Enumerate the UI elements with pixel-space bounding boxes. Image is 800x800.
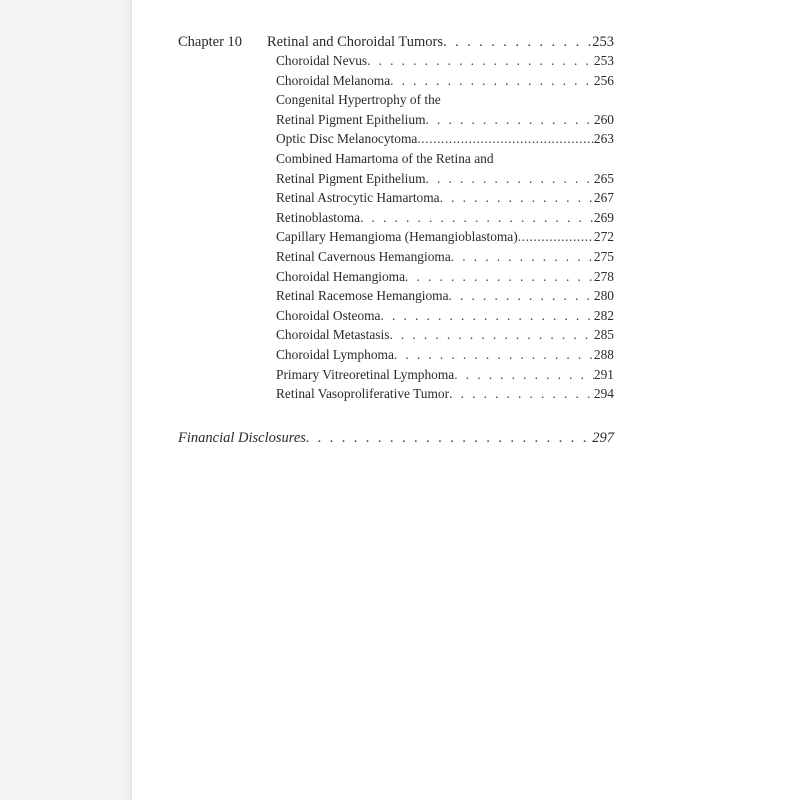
section-page-number: 256 <box>593 72 614 88</box>
toc-section-entry[interactable] <box>276 365 614 385</box>
section-page-number: 288 <box>593 346 614 362</box>
dot-leader <box>381 306 594 326</box>
dot-leader <box>451 247 594 267</box>
toc-section-entry[interactable] <box>276 129 614 149</box>
toc-section-entry[interactable] <box>276 384 614 404</box>
dot-leader <box>454 365 594 385</box>
toc-section-entry[interactable] <box>276 306 614 326</box>
section-list <box>276 51 614 404</box>
section-title: Retinal Vasoproliferative Tumor <box>276 386 450 402</box>
dot-leader <box>360 208 594 228</box>
chapter-page-number: 253 <box>592 34 614 50</box>
section-title: Capillary Hemangioma (Hemangioblastoma) <box>276 229 518 245</box>
section-page-number: 267 <box>593 190 614 206</box>
section-page-number: 275 <box>593 248 614 264</box>
chapter-number: Chapter 10 <box>178 34 243 50</box>
toc-section-entry[interactable] <box>276 51 614 71</box>
dot-leader <box>440 188 594 208</box>
back-matter-page-number: 297 <box>592 430 614 446</box>
section-page-number: 285 <box>593 327 614 343</box>
toc-back-matter-entry[interactable] <box>178 429 614 447</box>
section-page-number: 253 <box>593 53 614 68</box>
dot-leader <box>394 345 594 365</box>
dot-leader <box>405 267 594 287</box>
section-title: Retinal Pigment Epithelium <box>276 111 426 127</box>
dot-leader <box>426 110 594 130</box>
section-title: Retinal Cavernous Hemangioma <box>276 248 451 264</box>
section-page-number: 272 <box>593 229 614 245</box>
section-title: Choroidal Nevus <box>276 53 368 68</box>
section-page-number: 265 <box>593 170 614 186</box>
toc-section-entry[interactable] <box>276 208 614 228</box>
section-page-number: 282 <box>593 307 614 323</box>
dot-leader <box>390 71 594 91</box>
toc-chapter-entry[interactable] <box>178 33 614 51</box>
section-title: Choroidal Melanoma <box>276 72 391 88</box>
toc-section-entry[interactable] <box>276 325 614 345</box>
dot-leader <box>443 33 592 51</box>
dot-leader <box>426 169 594 189</box>
dot-leader <box>367 51 594 71</box>
section-title-line1: Congenital Hypertrophy of the <box>276 92 441 108</box>
section-title: Primary Vitreoretinal Lymphoma <box>276 366 455 382</box>
section-page-number: 294 <box>593 386 614 402</box>
dot-leader <box>417 129 594 149</box>
section-title: Choroidal Osteoma <box>276 307 381 323</box>
section-page-number: 291 <box>593 366 614 382</box>
section-title: Optic Disc Melanocytoma <box>276 131 418 147</box>
section-title-line1: Combined Hamartoma of the Retina and <box>276 150 494 166</box>
toc-section-entry[interactable] <box>276 247 614 267</box>
toc-section-entry[interactable] <box>276 90 614 129</box>
chapter-title: Retinal and Choroidal Tumors <box>267 34 444 50</box>
dot-leader <box>306 429 592 447</box>
toc-section-entry[interactable] <box>276 286 614 306</box>
section-title: Choroidal Metastasis <box>276 327 390 343</box>
section-title: Choroidal Hemangioma <box>276 268 406 284</box>
toc-section-entry[interactable] <box>276 71 614 91</box>
section-page-number: 260 <box>593 111 614 127</box>
toc-section-entry[interactable] <box>276 227 614 247</box>
toc-section-entry[interactable] <box>276 188 614 208</box>
dot-leader <box>449 286 594 306</box>
section-title: Retinal Racemose Hemangioma <box>276 288 449 304</box>
toc-section-entry[interactable] <box>276 345 614 365</box>
section-page-number: 263 <box>593 131 614 147</box>
back-matter-title: Financial Disclosures <box>178 430 306 446</box>
section-title: Choroidal Lymphoma <box>276 346 394 362</box>
section-page-number: 280 <box>593 288 614 304</box>
dot-leader <box>389 325 593 345</box>
section-page-number: 269 <box>593 209 614 225</box>
section-page-number: 278 <box>593 268 614 284</box>
section-title: Retinal Pigment Epithelium <box>276 170 426 186</box>
dot-leader <box>518 227 594 247</box>
section-title: Retinoblastoma <box>276 209 361 225</box>
section-title: Retinal Astrocytic Hamartoma <box>276 190 440 206</box>
dot-leader <box>449 384 594 404</box>
toc-section-entry[interactable] <box>276 267 614 287</box>
toc-section-entry[interactable] <box>276 149 614 188</box>
